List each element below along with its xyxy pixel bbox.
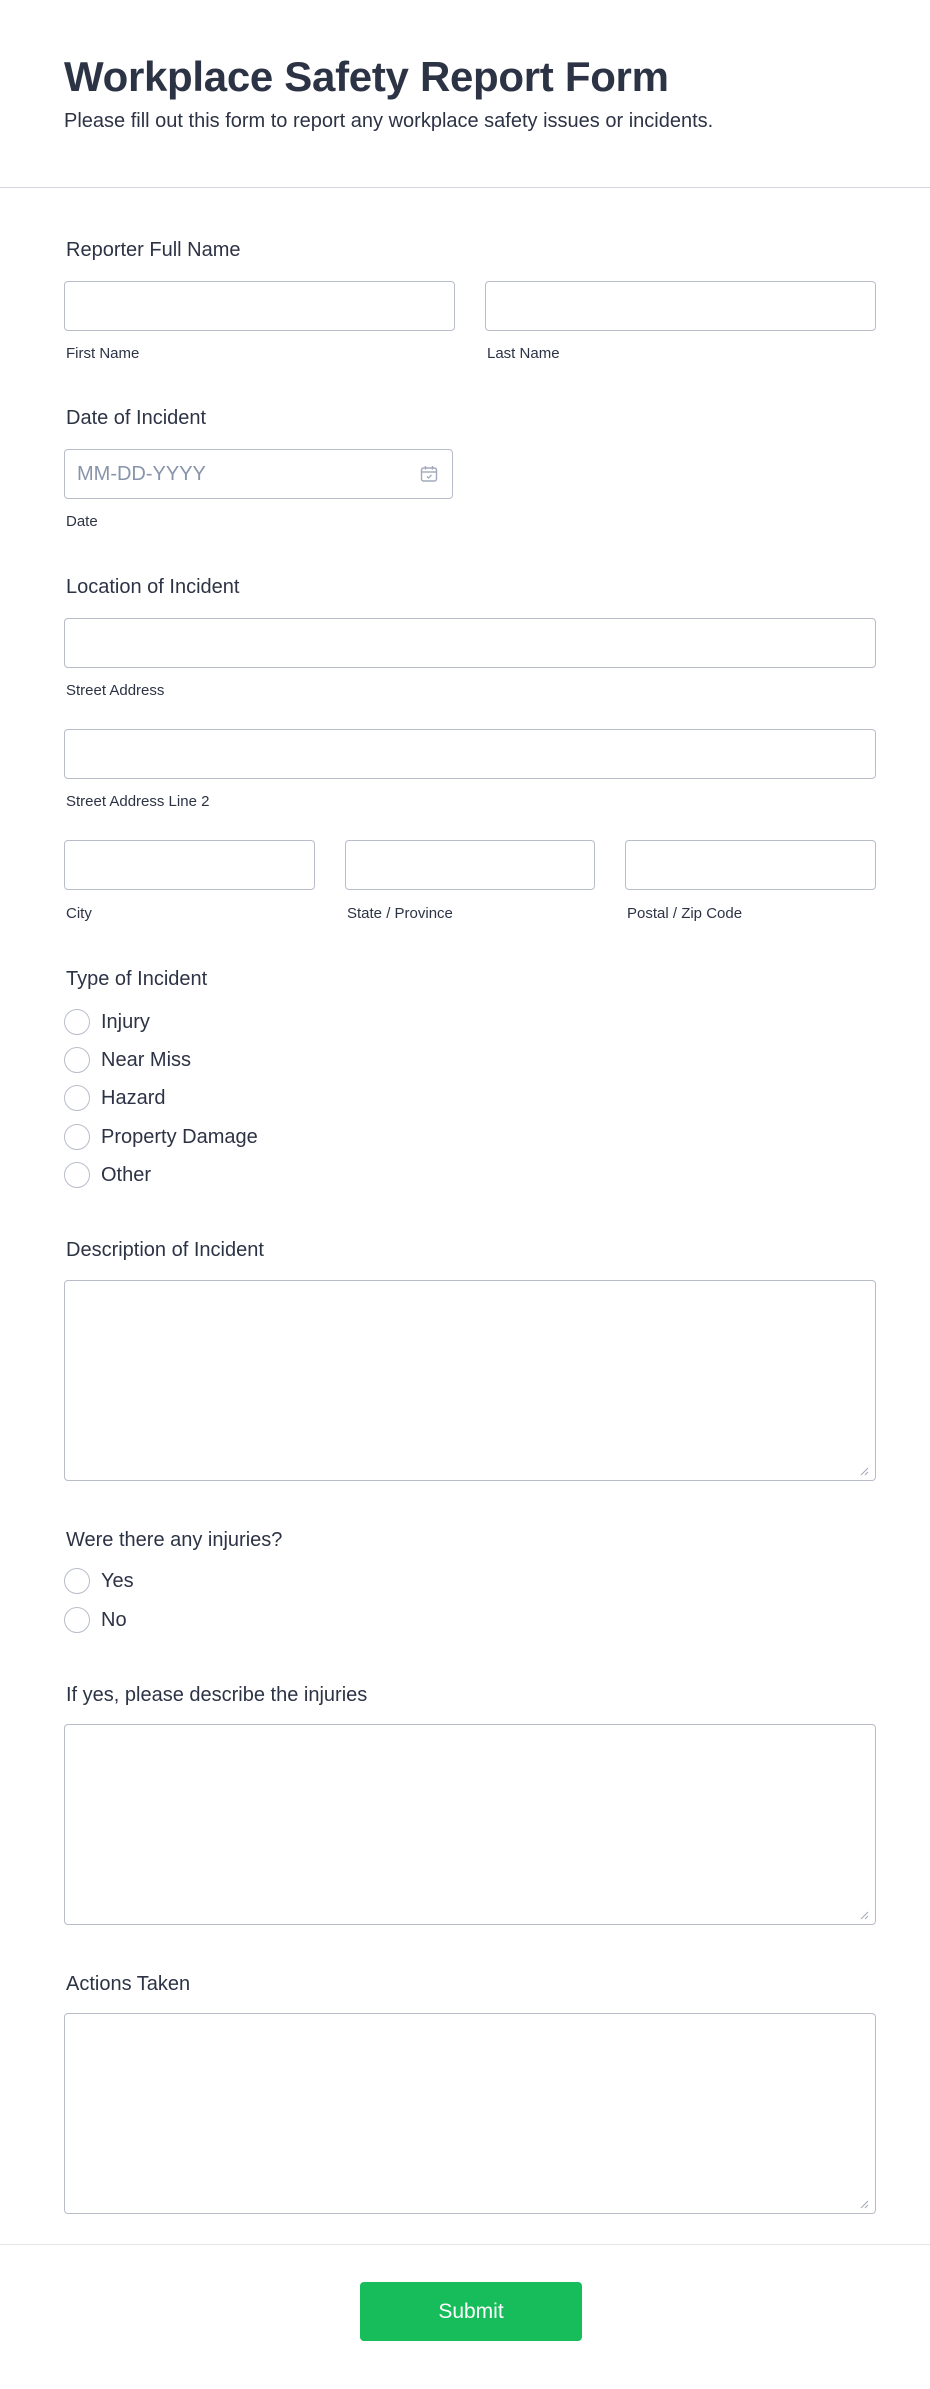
incident-type-label: Type of Incident (66, 968, 208, 990)
submit-button[interactable]: Submit (360, 2282, 582, 2341)
description-label: Description of Incident (66, 1239, 264, 1261)
injuries-question-label: Were there any injuries? (66, 1529, 283, 1551)
injury-details-textarea[interactable] (64, 1724, 876, 1925)
form-footer (0, 2244, 930, 2389)
radio-button[interactable] (64, 1085, 90, 1111)
radio-button[interactable] (64, 1009, 90, 1035)
radio-option-label: No (101, 1608, 127, 1631)
state-sublabel: State / Province (347, 905, 453, 922)
first-name-input[interactable] (64, 281, 455, 331)
radio-option-label: Yes (101, 1569, 134, 1592)
street-address-line2-sublabel: Street Address Line 2 (66, 793, 210, 810)
state-input[interactable] (345, 840, 595, 890)
date-input[interactable] (64, 449, 453, 499)
radio-button[interactable] (64, 1162, 90, 1188)
radio-option-hazard[interactable] (64, 1085, 165, 1111)
radio-button[interactable] (64, 1124, 90, 1150)
radio-option-label: Property Damage (101, 1125, 258, 1148)
radio-option-label: Near Miss (101, 1048, 192, 1071)
resize-grip-icon[interactable] (859, 1910, 869, 1920)
reporter-name-label: Reporter Full Name (66, 239, 241, 261)
postal-code-input[interactable] (625, 840, 876, 890)
description-textarea[interactable] (64, 1280, 876, 1481)
radio-button[interactable] (64, 1568, 90, 1594)
injury-details-label: If yes, please describe the injuries (66, 1684, 368, 1706)
city-input[interactable] (64, 840, 315, 890)
city-sublabel: City (66, 905, 92, 922)
last-name-input[interactable] (485, 281, 876, 331)
calendar-icon[interactable] (420, 465, 438, 483)
radio-button[interactable] (64, 1047, 90, 1073)
page-subtitle: Please fill out this form to report any workplace safety issues or incidents. (64, 110, 714, 132)
form-header (0, 0, 930, 188)
radio-option-other[interactable] (64, 1162, 151, 1188)
actions-taken-textarea[interactable] (64, 2013, 876, 2214)
street-address-input[interactable] (64, 618, 876, 668)
last-name-sublabel: Last Name (487, 345, 560, 362)
date-sublabel: Date (66, 513, 98, 530)
radio-option-injury[interactable] (64, 1009, 150, 1035)
radio-option-label: Hazard (101, 1086, 166, 1109)
radio-option-label: Other (101, 1163, 152, 1186)
page-title: Workplace Safety Report Form (64, 53, 669, 100)
radio-option-label: Injury (101, 1010, 150, 1033)
location-label: Location of Incident (66, 576, 240, 598)
actions-taken-label: Actions Taken (66, 1973, 191, 1995)
street-address-line2-input[interactable] (64, 729, 876, 779)
postal-code-sublabel: Postal / Zip Code (627, 905, 743, 922)
first-name-sublabel: First Name (66, 345, 140, 362)
date-label: Date of Incident (66, 407, 207, 429)
street-address-sublabel: Street Address (66, 682, 165, 699)
resize-grip-icon[interactable] (859, 2199, 869, 2209)
radio-option-no[interactable] (64, 1607, 127, 1633)
resize-grip-icon[interactable] (859, 1466, 869, 1476)
radio-option-property-damage[interactable] (64, 1124, 258, 1150)
radio-option-near-miss[interactable] (64, 1047, 191, 1073)
radio-button[interactable] (64, 1607, 90, 1633)
radio-option-yes[interactable] (64, 1568, 134, 1594)
